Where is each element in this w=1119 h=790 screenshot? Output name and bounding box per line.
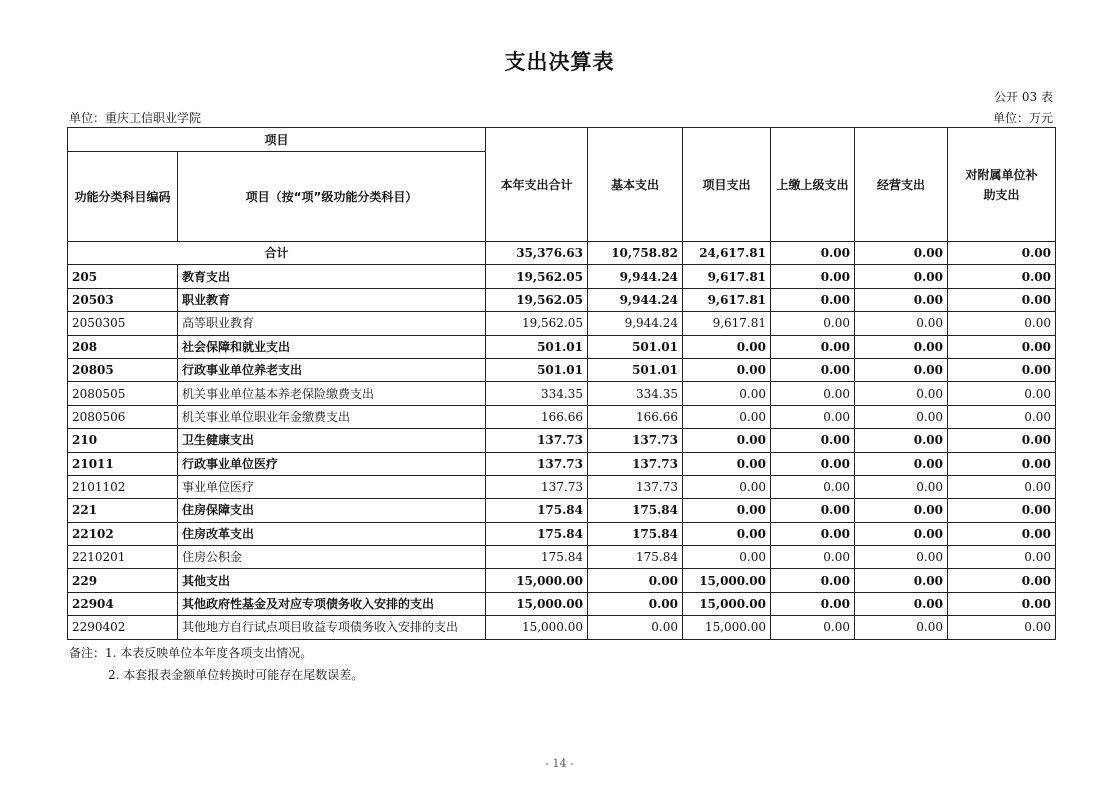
row-value: 9,617.81 bbox=[683, 265, 771, 288]
row-name: 事业单位医疗 bbox=[178, 475, 486, 498]
row-name: 住房改革支出 bbox=[178, 522, 486, 545]
row-name: 机关事业单位基本养老保险缴费支出 bbox=[178, 382, 486, 405]
page-number: - 14 - bbox=[545, 757, 574, 770]
table-row bbox=[68, 499, 1056, 522]
page-title: 支出决算表 bbox=[504, 50, 615, 74]
note-line-2: 2. 本套报表金额单位转换时可能存在尾数误差。 bbox=[108, 668, 364, 682]
row-value: 175.84 bbox=[588, 546, 683, 569]
table-row bbox=[68, 358, 1056, 381]
row-name: 其他支出 bbox=[178, 569, 486, 592]
row-code: 22904 bbox=[68, 592, 178, 615]
row-name: 住房保障支出 bbox=[178, 499, 486, 522]
row-value: 0.00 bbox=[948, 616, 1056, 639]
row-value: 0.00 bbox=[771, 522, 855, 545]
total-cell: 0.00 bbox=[948, 242, 1056, 265]
total-label: 合计 bbox=[68, 242, 486, 265]
row-code: 2210201 bbox=[68, 546, 178, 569]
row-value: 19,562.05 bbox=[486, 265, 588, 288]
row-value: 0.00 bbox=[771, 335, 855, 358]
table-row bbox=[68, 546, 1056, 569]
row-value: 137.73 bbox=[588, 429, 683, 452]
row-code: 229 bbox=[68, 569, 178, 592]
table-row bbox=[68, 429, 1056, 452]
row-value: 137.73 bbox=[588, 475, 683, 498]
row-value: 0.00 bbox=[855, 288, 948, 311]
row-value: 175.84 bbox=[588, 499, 683, 522]
row-value: 0.00 bbox=[855, 475, 948, 498]
row-value: 0.00 bbox=[683, 546, 771, 569]
row-value: 0.00 bbox=[771, 569, 855, 592]
row-name: 其他政府性基金及对应专项债务收入安排的支出 bbox=[178, 592, 486, 615]
header-basic: 基本支出 bbox=[588, 128, 683, 242]
row-value: 0.00 bbox=[588, 616, 683, 639]
row-value: 501.01 bbox=[486, 335, 588, 358]
row-value: 0.00 bbox=[948, 522, 1056, 545]
row-value: 175.84 bbox=[486, 546, 588, 569]
row-value: 501.01 bbox=[486, 358, 588, 381]
row-name: 行政事业单位养老支出 bbox=[178, 358, 486, 381]
row-value: 0.00 bbox=[948, 288, 1056, 311]
row-value: 15,000.00 bbox=[683, 616, 771, 639]
row-value: 166.66 bbox=[486, 405, 588, 428]
row-value: 137.73 bbox=[486, 452, 588, 475]
row-value: 0.00 bbox=[771, 382, 855, 405]
row-name: 社会保障和就业支出 bbox=[178, 335, 486, 358]
row-value: 175.84 bbox=[588, 522, 683, 545]
header-total: 本年支出合计 bbox=[486, 128, 588, 242]
row-value: 0.00 bbox=[855, 382, 948, 405]
row-value: 9,944.24 bbox=[588, 288, 683, 311]
header-code: 功能分类科目编码 bbox=[68, 152, 178, 242]
header-business: 经营支出 bbox=[855, 128, 948, 242]
row-value: 0.00 bbox=[948, 569, 1056, 592]
row-value: 137.73 bbox=[588, 452, 683, 475]
row-code: 210 bbox=[68, 429, 178, 452]
row-value: 0.00 bbox=[948, 452, 1056, 475]
row-value: 0.00 bbox=[771, 616, 855, 639]
row-value: 0.00 bbox=[683, 358, 771, 381]
row-value: 0.00 bbox=[948, 429, 1056, 452]
table-row bbox=[68, 265, 1056, 288]
row-code: 20503 bbox=[68, 288, 178, 311]
total-cell: 10,758.82 bbox=[588, 242, 683, 265]
row-value: 0.00 bbox=[948, 382, 1056, 405]
row-value: 0.00 bbox=[948, 499, 1056, 522]
row-value: 19,562.05 bbox=[486, 288, 588, 311]
row-value: 0.00 bbox=[855, 569, 948, 592]
row-value: 0.00 bbox=[771, 592, 855, 615]
row-code: 2080505 bbox=[68, 382, 178, 405]
table-row bbox=[68, 522, 1056, 545]
row-code: 22102 bbox=[68, 522, 178, 545]
header-project: 项目 bbox=[68, 128, 486, 152]
row-value: 0.00 bbox=[588, 592, 683, 615]
row-code: 2101102 bbox=[68, 475, 178, 498]
table-row bbox=[68, 569, 1056, 592]
table-row bbox=[68, 382, 1056, 405]
row-value: 0.00 bbox=[683, 499, 771, 522]
row-value: 0.00 bbox=[948, 358, 1056, 381]
row-value: 0.00 bbox=[771, 499, 855, 522]
table-row bbox=[68, 452, 1056, 475]
row-name: 住房公积金 bbox=[178, 546, 486, 569]
row-code: 2080506 bbox=[68, 405, 178, 428]
row-value: 0.00 bbox=[855, 522, 948, 545]
row-value: 0.00 bbox=[683, 405, 771, 428]
row-code: 205 bbox=[68, 265, 178, 288]
row-value: 0.00 bbox=[771, 452, 855, 475]
table-row bbox=[68, 288, 1056, 311]
row-value: 334.35 bbox=[486, 382, 588, 405]
row-value: 501.01 bbox=[588, 335, 683, 358]
expenditure-table bbox=[67, 127, 1056, 640]
row-value: 501.01 bbox=[588, 358, 683, 381]
row-value: 0.00 bbox=[855, 335, 948, 358]
row-value: 137.73 bbox=[486, 475, 588, 498]
row-name: 高等职业教育 bbox=[178, 312, 486, 335]
row-value: 0.00 bbox=[683, 335, 771, 358]
row-value: 9,617.81 bbox=[683, 312, 771, 335]
row-value: 0.00 bbox=[683, 452, 771, 475]
row-value: 334.35 bbox=[588, 382, 683, 405]
total-cell: 0.00 bbox=[771, 242, 855, 265]
row-value: 0.00 bbox=[683, 429, 771, 452]
row-value: 0.00 bbox=[948, 312, 1056, 335]
row-value: 0.00 bbox=[771, 312, 855, 335]
note-line-1: 备注：1. 本表反映单位本年度各项支出情况。 bbox=[69, 646, 313, 660]
table-row bbox=[68, 616, 1056, 639]
row-value: 0.00 bbox=[855, 265, 948, 288]
form-number: 公开 03 表 bbox=[994, 90, 1053, 104]
header-name: 项目（按“项”级功能分类科目） bbox=[178, 152, 486, 242]
row-code: 21011 bbox=[68, 452, 178, 475]
row-value: 0.00 bbox=[771, 405, 855, 428]
total-cell: 0.00 bbox=[855, 242, 948, 265]
row-value: 0.00 bbox=[948, 475, 1056, 498]
row-value: 0.00 bbox=[588, 569, 683, 592]
row-value: 0.00 bbox=[855, 616, 948, 639]
row-name: 行政事业单位医疗 bbox=[178, 452, 486, 475]
row-value: 9,944.24 bbox=[588, 265, 683, 288]
table-row bbox=[68, 475, 1056, 498]
row-value: 0.00 bbox=[855, 312, 948, 335]
row-value: 0.00 bbox=[948, 405, 1056, 428]
row-value: 0.00 bbox=[948, 546, 1056, 569]
row-value: 0.00 bbox=[771, 288, 855, 311]
table-row bbox=[68, 312, 1056, 335]
row-value: 0.00 bbox=[771, 546, 855, 569]
row-value: 0.00 bbox=[948, 265, 1056, 288]
row-value: 137.73 bbox=[486, 429, 588, 452]
row-value: 175.84 bbox=[486, 499, 588, 522]
row-value: 15,000.00 bbox=[683, 592, 771, 615]
row-value: 0.00 bbox=[855, 546, 948, 569]
currency-unit: 单位：万元 bbox=[992, 111, 1053, 125]
row-value: 166.66 bbox=[588, 405, 683, 428]
total-row bbox=[68, 242, 1056, 265]
row-value: 9,944.24 bbox=[588, 312, 683, 335]
row-code: 221 bbox=[68, 499, 178, 522]
row-value: 0.00 bbox=[948, 335, 1056, 358]
row-value: 0.00 bbox=[771, 265, 855, 288]
row-name: 教育支出 bbox=[178, 265, 486, 288]
table-row bbox=[68, 335, 1056, 358]
row-value: 0.00 bbox=[948, 592, 1056, 615]
row-value: 0.00 bbox=[855, 499, 948, 522]
row-value: 0.00 bbox=[855, 452, 948, 475]
row-value: 15,000.00 bbox=[486, 592, 588, 615]
row-code: 208 bbox=[68, 335, 178, 358]
row-value: 15,000.00 bbox=[486, 616, 588, 639]
row-value: 0.00 bbox=[683, 475, 771, 498]
table-row bbox=[68, 405, 1056, 428]
row-name: 其他地方自行试点项目收益专项债务收入安排的支出 bbox=[178, 616, 486, 639]
total-cell: 24,617.81 bbox=[683, 242, 771, 265]
row-value: 0.00 bbox=[683, 382, 771, 405]
header-subsidy: 对附属单位补助支出 bbox=[948, 128, 1056, 242]
table-row bbox=[68, 592, 1056, 615]
row-value: 0.00 bbox=[771, 358, 855, 381]
row-name: 卫生健康支出 bbox=[178, 429, 486, 452]
row-value: 0.00 bbox=[855, 358, 948, 381]
notes bbox=[69, 642, 363, 686]
row-value: 0.00 bbox=[771, 429, 855, 452]
row-value: 15,000.00 bbox=[486, 569, 588, 592]
row-code: 2290402 bbox=[68, 616, 178, 639]
header-project-expense: 项目支出 bbox=[683, 128, 771, 242]
row-value: 0.00 bbox=[855, 429, 948, 452]
row-value: 0.00 bbox=[855, 405, 948, 428]
reporting-unit: 单位：重庆工信职业学院 bbox=[69, 111, 202, 125]
row-code: 20805 bbox=[68, 358, 178, 381]
row-value: 0.00 bbox=[855, 592, 948, 615]
row-value: 0.00 bbox=[771, 475, 855, 498]
row-name: 机关事业单位职业年金缴费支出 bbox=[178, 405, 486, 428]
row-value: 15,000.00 bbox=[683, 569, 771, 592]
row-value: 0.00 bbox=[683, 522, 771, 545]
row-code: 2050305 bbox=[68, 312, 178, 335]
total-cell: 35,376.63 bbox=[486, 242, 588, 265]
header-upper-level: 上缴上级支出 bbox=[771, 128, 855, 242]
row-name: 职业教育 bbox=[178, 288, 486, 311]
row-value: 9,617.81 bbox=[683, 288, 771, 311]
row-value: 19,562.05 bbox=[486, 312, 588, 335]
row-value: 175.84 bbox=[486, 522, 588, 545]
